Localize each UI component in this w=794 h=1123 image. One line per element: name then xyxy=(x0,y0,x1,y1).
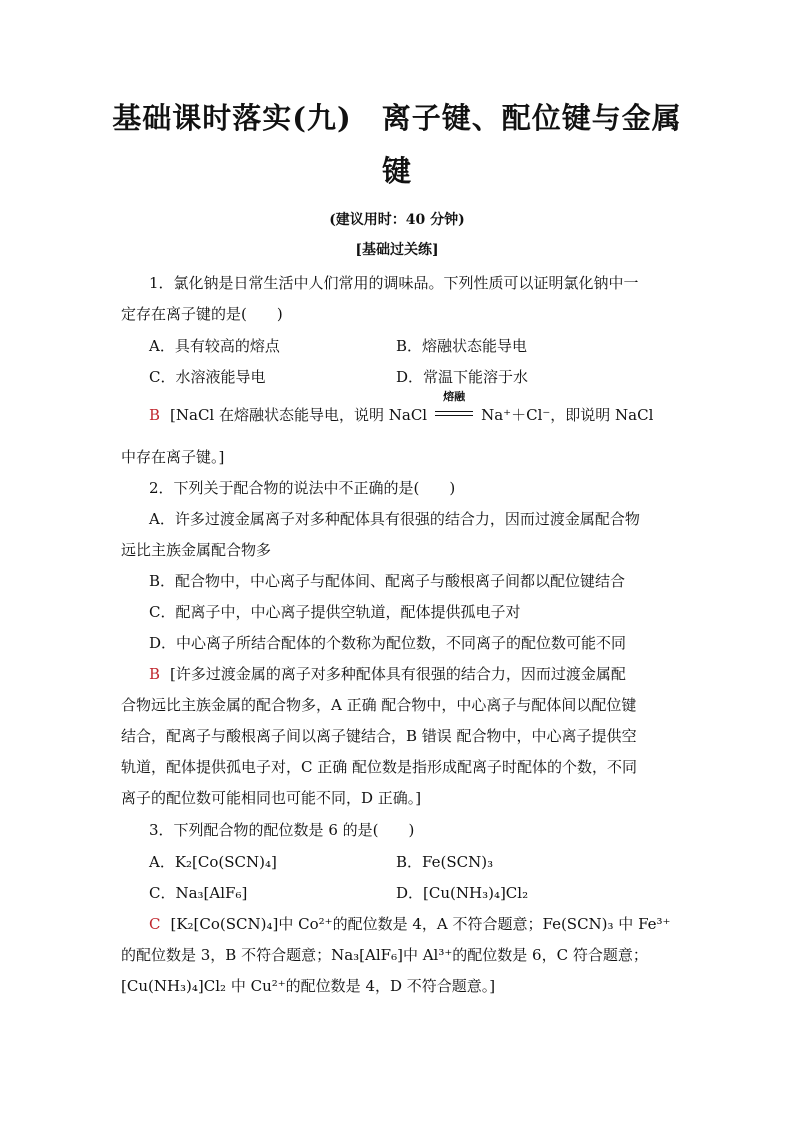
q2-answer: B xyxy=(149,665,161,683)
fusion-condition-arrow xyxy=(435,390,473,421)
q1-option-b: B．熔融状态能导电 xyxy=(396,337,528,355)
q1-option-c: C．水溶液能导电 xyxy=(149,368,266,386)
q1-explanation-line-1 xyxy=(149,390,654,426)
q3-answer: C xyxy=(149,915,161,933)
q1-explanation-line-2: 中存在离子键。] xyxy=(121,448,225,466)
q3-explanation-line-3: [Cu(NH₃)₄]Cl₂ 中 Cu²⁺的配位数是 4，D 不符合题意。] xyxy=(121,977,496,995)
q3-explanation-text-1: [K₂[Co(SCN)₄]中 Co²⁺的配位数是 4，A 不符合题意；Fe(SCN)₃ 中 Fe³⁺ xyxy=(170,915,671,933)
q3-explanation-line-2: 的配位数是 3，B 不符合题意；Na₃[AlF₆]中 Al³⁺的配位数是 6，C 符合题意； xyxy=(121,946,648,964)
q2-explanation-line-2: 合物远比主族金属的配合物多，A 正确 配合物中，中心离子与配体间以配位键 xyxy=(121,696,637,714)
q3-option-b: B．Fe(SCN)₃ xyxy=(396,853,494,871)
q3-option-c: C．Na₃[AlF₆] xyxy=(149,884,248,902)
q2-option-a-line-1: A．许多过渡金属离子对多种配体具有很强的结合力，因而过渡金属配合物 xyxy=(149,510,640,528)
q1-option-d: D．常温下能溶于水 xyxy=(396,368,529,386)
q2-explanation-line-3: 结合，配离子与酸根离子间以离子键结合，B 错误 配合物中，中心离子提供空 xyxy=(121,727,637,745)
q3-explanation-line-1 xyxy=(149,913,670,935)
q2-explanation-line-5: 离子的配位数可能相同也可能不同，D 正确。] xyxy=(121,789,422,807)
time-note: (建议用时：40 分钟) xyxy=(329,212,465,228)
q1-explanation-part-b: Na⁺＋Cl⁻，即说明 NaCl xyxy=(481,406,654,424)
q1-stem-line-1: 1．氯化钠是日常生活中人们常用的调味品。下列性质可以证明氯化钠中一 xyxy=(149,274,639,292)
q2-option-c: C．配离子中，中心离子提供空轨道，配体提供孤电子对 xyxy=(149,603,521,621)
section-heading: [基础过关练] xyxy=(355,242,439,258)
q3-option-a: A．K₂[Co(SCN)₄] xyxy=(149,853,277,871)
q2-explanation-line-1 xyxy=(149,663,626,685)
fusion-condition-label: 熔融 xyxy=(443,390,466,403)
q1-explanation-part-a: [NaCl 在熔融状态能导电，说明 NaCl xyxy=(170,406,428,424)
q2-stem: 2．下列关于配合物的说法中不正确的是( ) xyxy=(149,479,456,497)
q2-option-a-line-2: 远比主族金属配合物多 xyxy=(121,541,272,559)
q3-stem: 3．下列配合物的配位数是 6 的是( ) xyxy=(149,821,415,839)
q1-option-a: A．具有较高的熔点 xyxy=(149,337,280,355)
q2-option-b: B．配合物中，中心离子与配体间、配离子与酸根离子间都以配位键结合 xyxy=(149,572,626,590)
q2-explanation-text-1: [许多过渡金属的离子对多种配体具有很强的结合力，因而过渡金属配 xyxy=(170,665,626,683)
q2-option-d: D．中心离子所结合配体的个数称为配位数，不同离子的配位数可能不同 xyxy=(149,634,627,652)
q2-explanation-line-4: 轨道，配体提供孤电子对，C 正确 配位数是指形成配离子时配体的个数，不同 xyxy=(121,758,638,776)
q1-answer: B xyxy=(149,406,161,424)
q1-stem-line-2: 定存在离子键的是( ) xyxy=(121,305,283,323)
page-title: 基础课时落实(九) 离子键、配位键与金属键 xyxy=(112,101,682,188)
q3-option-d: D．[Cu(NH₃)₄]Cl₂ xyxy=(396,884,529,902)
